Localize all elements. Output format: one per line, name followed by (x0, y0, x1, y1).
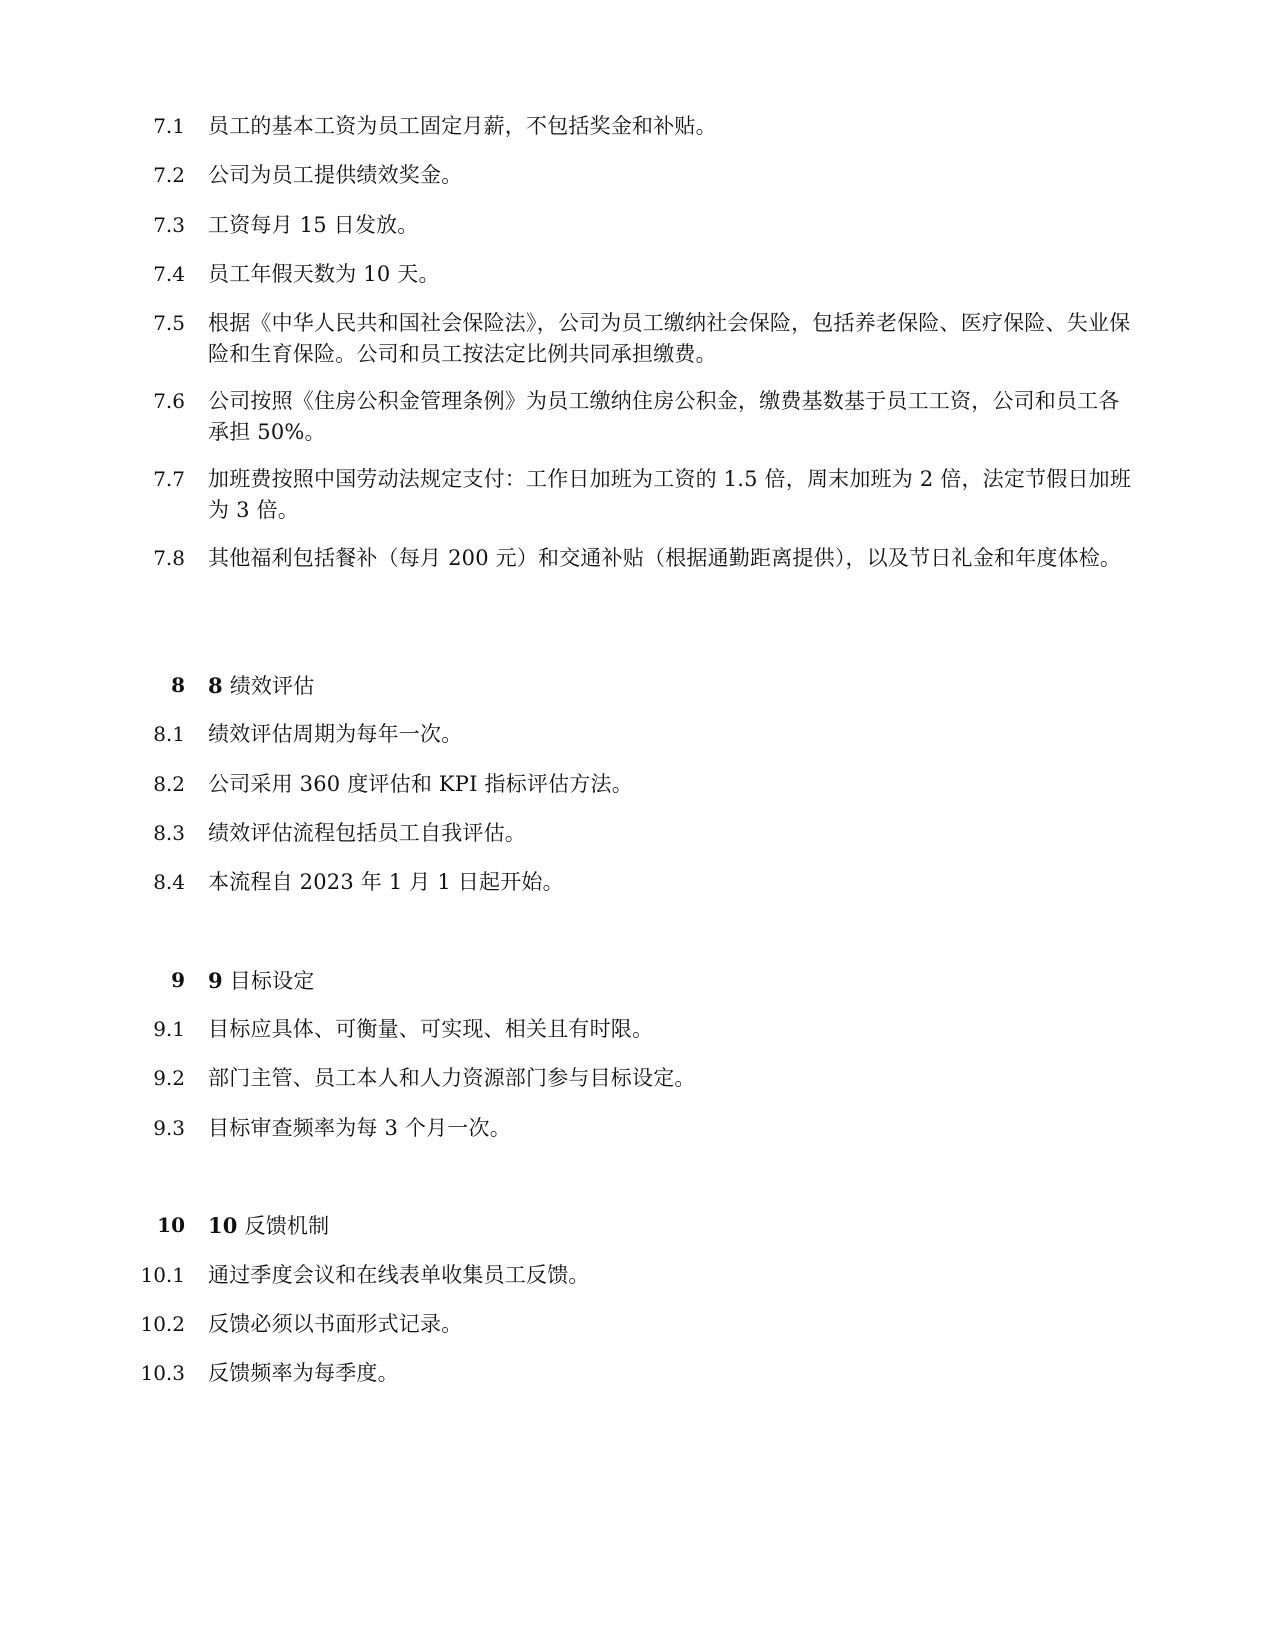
clause-8-4 (130, 867, 1140, 898)
section-inline-number: 10 (208, 1213, 238, 1238)
section-number: 8 (171, 673, 185, 697)
clause-7-8 (130, 543, 1140, 574)
clause-text: 目标审查频率为每 3 个月一次。 (208, 1116, 511, 1140)
clause-text: 部门主管、员工本人和人力资源部门参与目标设定。 (208, 1066, 696, 1090)
clause-text: 员工年假天数为 10 天。 (208, 262, 440, 286)
section-title-text: 目标设定 (229, 969, 315, 993)
clause-text: 本流程自 2023 年 1 月 1 日起开始。 (208, 870, 564, 894)
section-title (208, 670, 1133, 702)
clause-number: 8.2 (153, 772, 185, 796)
clause-8-3 (130, 818, 1140, 849)
clause-number: 7.7 (153, 467, 185, 491)
clause-9-1 (130, 1014, 1140, 1045)
clause-10-2 (130, 1309, 1140, 1340)
section-inline-number: 8 (208, 673, 223, 698)
clause-7-7 (130, 464, 1140, 526)
clause-text: 公司为员工提供绩效奖金。 (208, 163, 463, 187)
clause-text: 加班费按照中国劳动法规定支付：工作日加班为工资的 1.5 倍，周末加班为 2 倍，法定节假日加班为 3 倍。 (208, 467, 1132, 522)
clause-number: 9.1 (153, 1017, 185, 1041)
clause-number: 10.2 (140, 1312, 185, 1336)
clause-text: 根据《中华人民共和国社会保险法》，公司为员工缴纳社会保险，包括养老保险、医疗保险、失业保险和生育保险。公司和员工按法定比例共同承担缴费。 (208, 311, 1131, 366)
clause-7-2 (130, 160, 1140, 191)
clause-text: 公司按照《住房公积金管理条例》为员工缴纳住房公积金，缴费基数基于员工工资，公司和员工各承担 50%。 (208, 389, 1120, 444)
clause-text: 员工的基本工资为员工固定月薪，不包括奖金和补贴。 (208, 114, 717, 138)
clause-number: 7.5 (153, 311, 185, 335)
section-heading-10 (130, 1210, 1140, 1242)
section-number: 10 (157, 1213, 185, 1237)
section-title-text: 反馈机制 (244, 1214, 330, 1238)
section-heading-9 (130, 965, 1140, 997)
clause-8-1 (130, 719, 1140, 750)
section-heading-8 (130, 670, 1140, 702)
clause-number: 8.3 (153, 821, 185, 845)
section-number: 9 (171, 968, 185, 992)
clause-text: 工资每月 15 日发放。 (208, 213, 419, 237)
clause-text: 其他福利包括餐补（每月 200 元）和交通补贴（根据通勤距离提供），以及节日礼金和年度体检。 (208, 546, 1122, 570)
clause-number: 10.1 (140, 1263, 185, 1287)
clause-text: 反馈频率为每季度。 (208, 1361, 399, 1385)
clause-9-2 (130, 1063, 1140, 1094)
clause-number: 7.3 (153, 213, 185, 237)
clause-number: 7.1 (153, 114, 185, 138)
clause-number: 7.8 (153, 546, 185, 570)
clause-7-6 (130, 386, 1140, 448)
section-title (208, 965, 1133, 997)
clause-text: 通过季度会议和在线表单收集员工反馈。 (208, 1263, 590, 1287)
section-title-text: 绩效评估 (229, 674, 315, 698)
clause-number: 9.3 (153, 1116, 185, 1140)
clause-8-2 (130, 769, 1140, 800)
clause-number: 9.2 (153, 1066, 185, 1090)
section-inline-number: 9 (208, 968, 223, 993)
clause-number: 8.1 (153, 722, 185, 746)
clause-text: 公司采用 360 度评估和 KPI 指标评估方法。 (208, 772, 633, 796)
clause-7-5 (130, 308, 1140, 370)
clause-7-1 (130, 111, 1140, 142)
clause-9-3 (130, 1113, 1140, 1144)
clause-10-3 (130, 1358, 1140, 1389)
clause-text: 反馈必须以书面形式记录。 (208, 1312, 463, 1336)
section-title (208, 1210, 1133, 1242)
clause-7-4 (130, 259, 1140, 290)
clause-number: 7.2 (153, 163, 185, 187)
clause-number: 8.4 (153, 870, 185, 894)
clause-number: 7.4 (153, 262, 185, 286)
clause-text: 目标应具体、可衡量、可实现、相关且有时限。 (208, 1017, 654, 1041)
clause-number: 7.6 (153, 389, 185, 413)
clause-text: 绩效评估周期为每年一次。 (208, 722, 463, 746)
clause-text: 绩效评估流程包括员工自我评估。 (208, 821, 526, 845)
clause-number: 10.3 (140, 1361, 185, 1385)
clause-10-1 (130, 1260, 1140, 1291)
clause-7-3 (130, 210, 1140, 241)
